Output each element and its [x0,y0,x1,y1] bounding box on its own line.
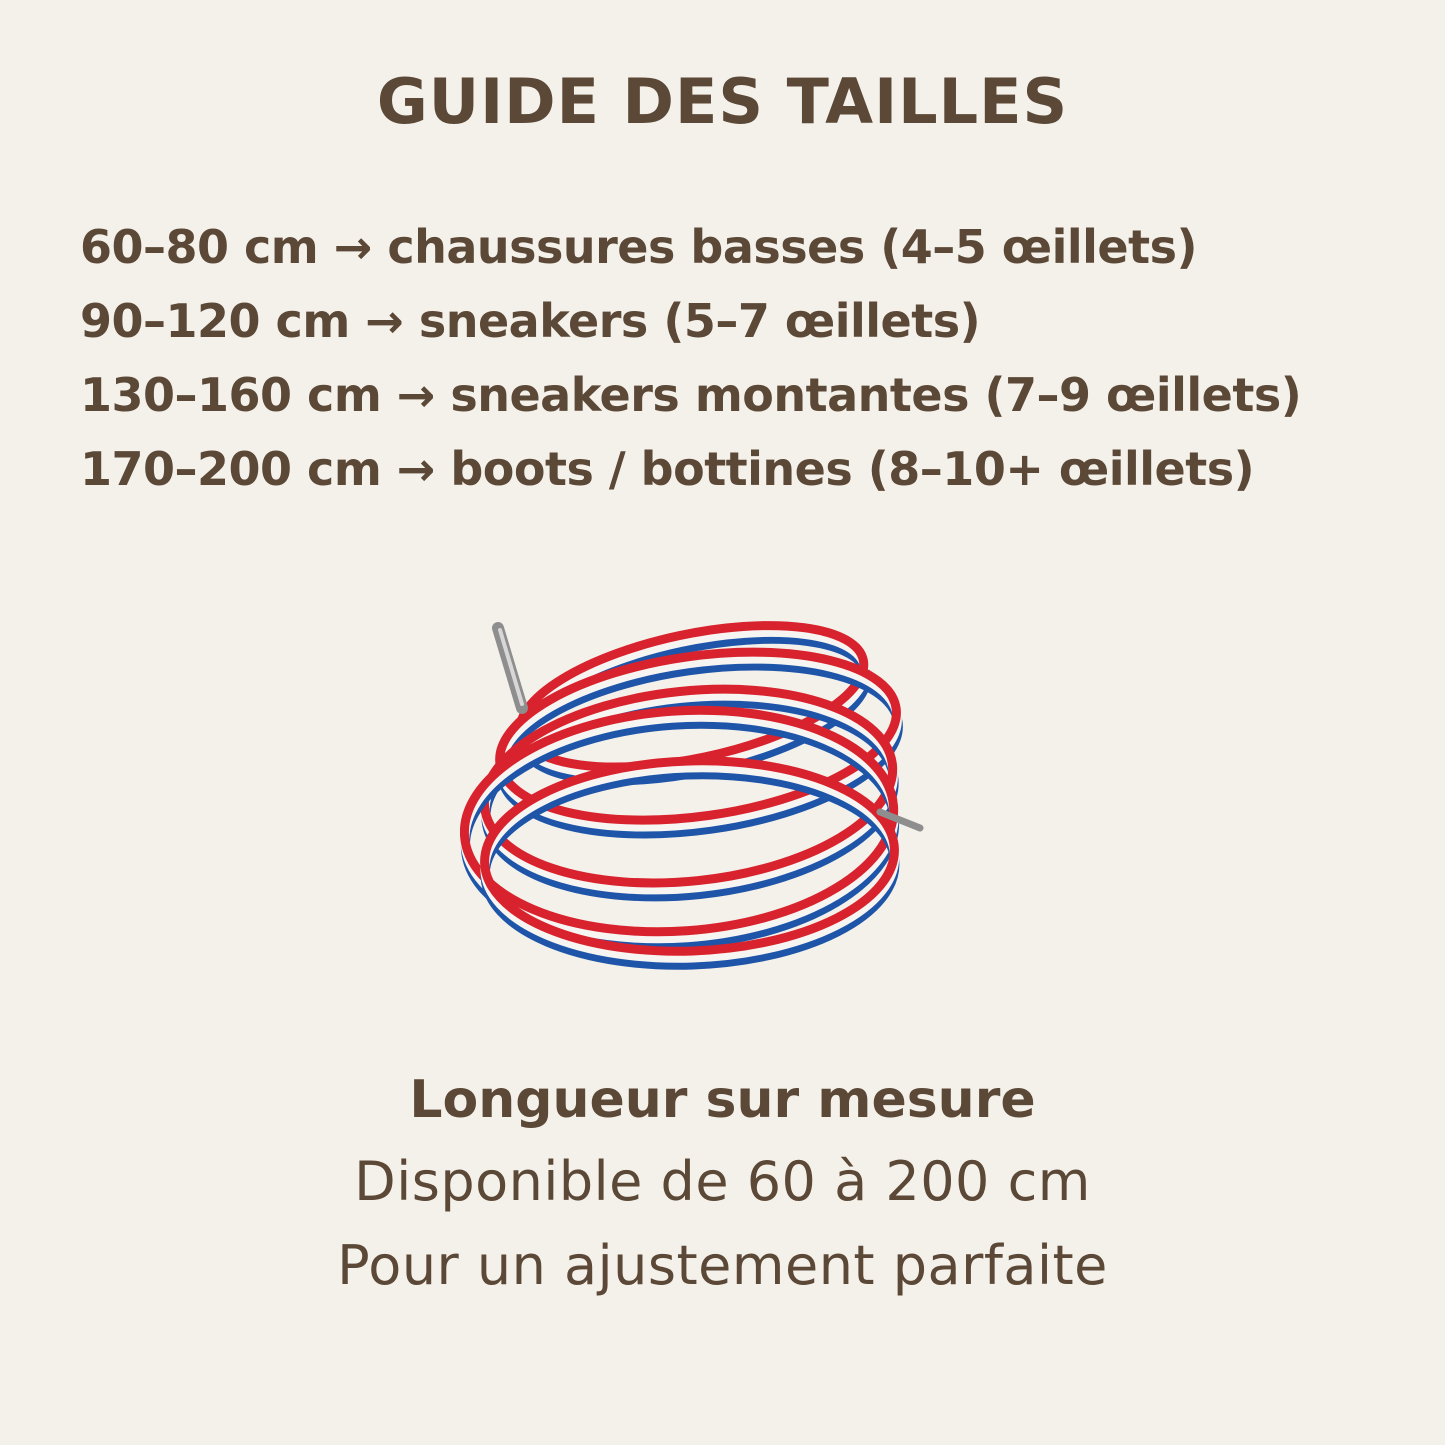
size-guide-item: 90–120 cm → sneakers (5–7 œillets) [80,294,981,348]
availability-text: Disponible de 60 à 200 cm [354,1150,1091,1213]
aglet-tip [498,628,522,708]
shoelace-product-image [460,600,960,1000]
custom-length-section [0,1060,1445,1308]
page-title: GUIDE DES TAILLES [376,65,1069,138]
size-guide-item: 170–200 cm → boots / bottines (8–10+ œillets) [80,442,1255,496]
shoelace-icon [460,600,960,1000]
size-guide-item: 60–80 cm → chaussures basses (4–5 œillets) [80,220,1198,274]
size-guide-item: 130–160 cm → sneakers montantes (7–9 œillets) [80,368,1302,422]
custom-length-title: Longueur sur mesure [409,1070,1036,1130]
fit-text: Pour un ajustement parfaite [337,1234,1108,1297]
size-guide-list [80,210,1301,506]
